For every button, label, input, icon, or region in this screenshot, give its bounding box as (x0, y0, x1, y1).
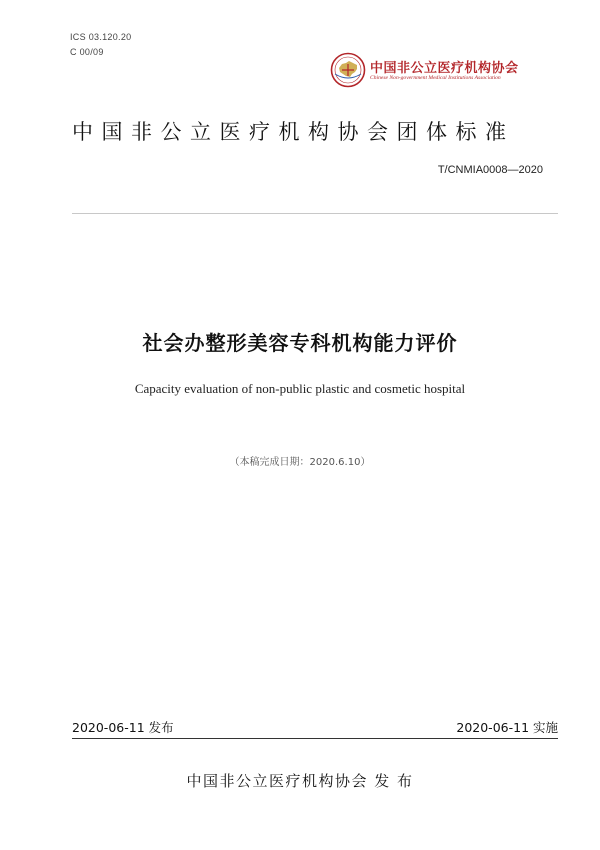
document-title-en: Capacity evaluation of non-public plastic and cosmetic hospital (134, 381, 466, 396)
logo-name-cn: 中国非公立医疗机构协会 (370, 61, 519, 76)
implementation-date: 2020-06-11 实施 (456, 720, 558, 735)
classification-codes (70, 30, 131, 60)
publisher: 中国非公立医疗机构协会 发 布 (186, 772, 414, 790)
association-emblem-icon (330, 52, 366, 88)
issue-date: 2020-06-11 发布 (72, 720, 174, 735)
association-logo (330, 52, 545, 90)
standard-title: 中国非公立医疗机构协会团体标准 (72, 120, 515, 144)
logo-name-en: Chinese Non-government Medical Institutions Association (370, 75, 501, 81)
document-title: 社会办整形美容专科机构能力评价 (142, 331, 458, 355)
ics-code: ICS 03.120.20 (70, 32, 132, 42)
draft-completion-note: （本稿完成日期：2020.6.10） (229, 457, 371, 468)
ccs-code: C 00/09 (70, 47, 104, 57)
header-divider (72, 213, 558, 214)
standard-number: T/CNMIA0008—2020 (437, 164, 543, 176)
footer-divider (72, 738, 558, 739)
